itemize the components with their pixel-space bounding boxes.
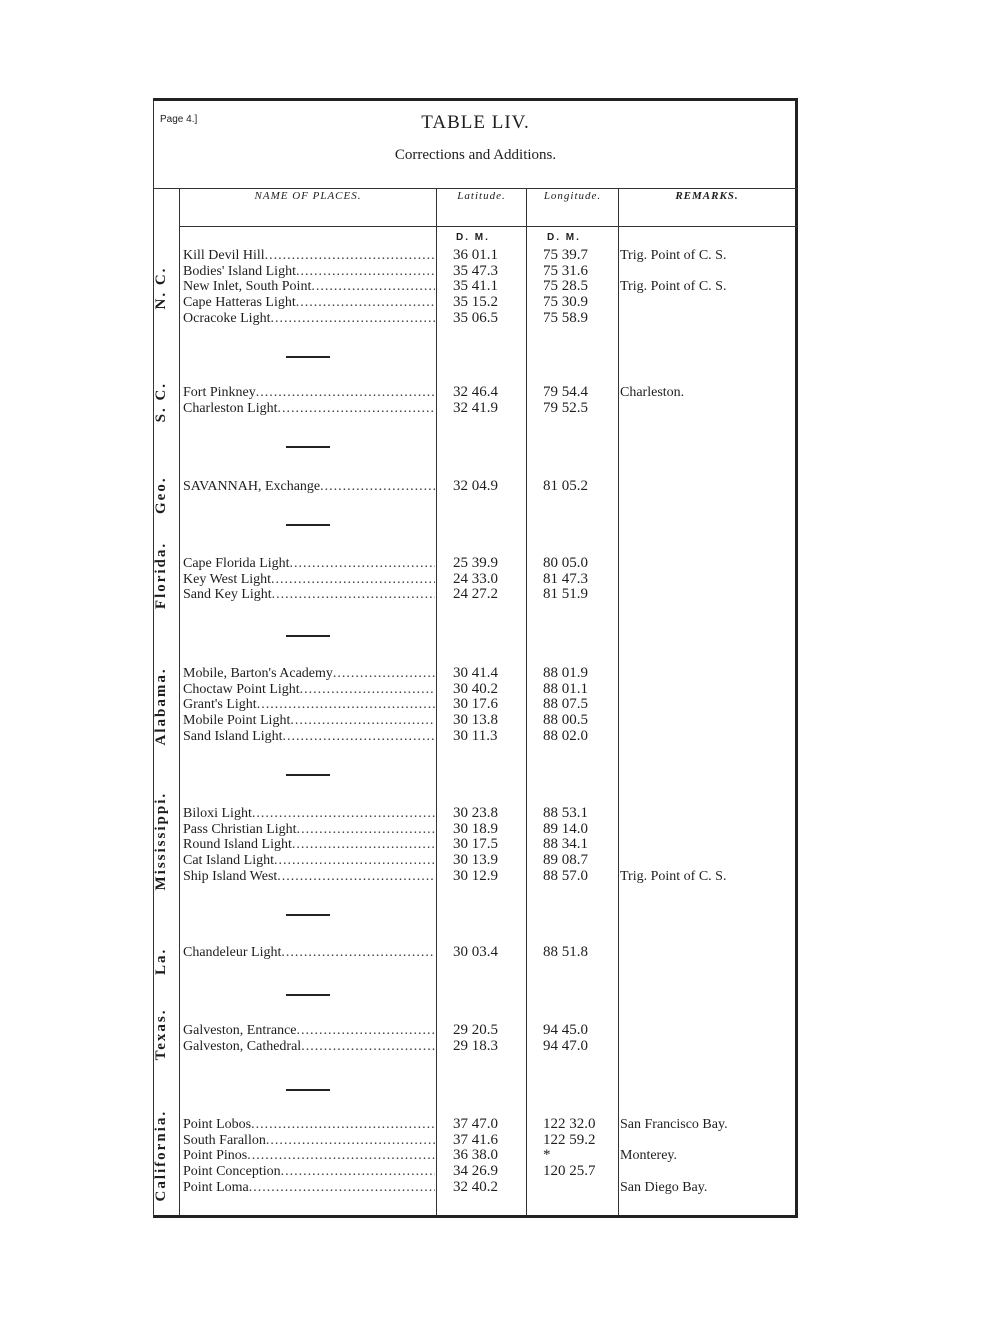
page-label: Page 4.] (160, 114, 198, 125)
state-label: California. (153, 1109, 169, 1202)
place-name: Pass Christian Light ..... (183, 822, 435, 838)
longitude-value: 79 52.5 (543, 399, 588, 416)
table-row (153, 556, 798, 572)
latitude-value: 30 18.9 (453, 820, 498, 837)
latitude-value: 30 17.5 (453, 836, 498, 853)
longitude-value: 122 32.0 (543, 1116, 596, 1132)
latitude-value: 36 01.1 (453, 247, 498, 263)
table-row (153, 385, 798, 401)
state-group (153, 666, 798, 744)
place-name: Charleston Light ..... (183, 401, 435, 417)
state-label: Geo. (153, 476, 169, 514)
latitude-value: 29 20.5 (453, 1022, 498, 1038)
table-row (153, 1180, 798, 1196)
place-name: Grant's Light ..... (183, 697, 435, 713)
longitude-value: 94 45.0 (543, 1022, 588, 1038)
latitude-value: 32 04.9 (453, 478, 498, 494)
place-name: Sand Key Light ..... (183, 587, 435, 603)
table-row (153, 587, 798, 603)
table-row (153, 822, 798, 838)
table-page (153, 98, 798, 1218)
place-name: Ocracoke Light ..... (183, 311, 435, 327)
state-group (153, 791, 798, 891)
longitude-value: 88 53.1 (543, 805, 588, 821)
latitude-value: 35 47.3 (453, 262, 498, 279)
longitude-value: 88 02.0 (543, 727, 588, 744)
latitude-value: 24 33.0 (453, 570, 498, 587)
group-separator (286, 914, 330, 916)
longitude-value: 122 59.2 (543, 1131, 596, 1148)
table-row (153, 279, 798, 295)
longitude-value: 88 00.5 (543, 712, 588, 729)
place-name: Ship Island West ..... (183, 869, 435, 885)
state-label: Florida. (153, 541, 169, 610)
latitude-value: 29 18.3 (453, 1037, 498, 1054)
place-name: Biloxi Light ..... (183, 806, 435, 822)
state-label: Texas. (153, 1008, 169, 1061)
remark-text: Charleston. (620, 385, 685, 400)
longitude-value: 75 31.6 (543, 262, 588, 279)
latitude-value: 37 47.0 (453, 1116, 498, 1132)
place-name: South Farallon ..... (183, 1133, 435, 1149)
longitude-value: 75 28.5 (543, 278, 588, 295)
place-name: Choctaw Point Light ..... (183, 682, 435, 698)
state-label: La. (153, 947, 169, 975)
table-row (153, 295, 798, 311)
latitude-value: 34 26.9 (453, 1163, 498, 1180)
state-group (153, 476, 798, 514)
header-rule (179, 226, 798, 227)
latitude-value: 37 41.6 (453, 1131, 498, 1148)
latitude-value: 32 40.2 (453, 1178, 498, 1195)
latitude-value: 30 40.2 (453, 680, 498, 697)
remark-text: Monterey. (620, 1148, 678, 1164)
table-row (153, 311, 798, 327)
latitude-value: 35 06.5 (453, 309, 498, 326)
table-row (153, 806, 798, 822)
state-group (153, 1008, 798, 1061)
table-row (153, 401, 798, 417)
group-separator (286, 446, 330, 448)
longitude-value: 75 58.9 (543, 309, 588, 326)
place-name: Point Loma ..... (183, 1180, 435, 1196)
place-name: Mobile, Barton's Academy ..... (183, 666, 435, 682)
group-separator (286, 1089, 330, 1091)
title-rule (153, 188, 798, 189)
latitude-value: 30 13.9 (453, 852, 498, 869)
header-name-of-places: NAME OF PLACES. (254, 190, 362, 202)
table-subtitle: Corrections and Additions. (394, 147, 557, 163)
longitude-value: 80 05.0 (543, 555, 588, 571)
place-name: Mobile Point Light ..... (183, 713, 435, 729)
latitude-value: 30 11.3 (453, 727, 498, 744)
latitude-value: 32 46.4 (453, 384, 498, 400)
longitude-unit: D. M. (547, 232, 581, 243)
place-name: Kill Devil Hill ..... (183, 248, 435, 264)
header-remarks: REMARKS. (675, 190, 739, 202)
table-row (153, 572, 798, 588)
latitude-value: 32 41.9 (453, 399, 498, 416)
latitude-value: 25 39.9 (453, 555, 498, 571)
longitude-value: 88 34.1 (543, 836, 588, 853)
longitude-value: 88 07.5 (543, 696, 588, 713)
state-label: S. C. (153, 381, 169, 422)
remark-text: Trig. Point of C. S. (620, 248, 727, 263)
place-name: Point Lobos ..... (183, 1117, 435, 1133)
place-name: Cape Hatteras Light ..... (183, 295, 435, 311)
latitude-value: 30 12.9 (453, 867, 498, 884)
latitude-unit: D. M. (456, 232, 490, 243)
remark-text: Trig. Point of C. S. (620, 279, 727, 295)
table-row (153, 853, 798, 869)
table-row (153, 1133, 798, 1149)
place-name: Cape Florida Light ..... (183, 556, 435, 572)
table-row (153, 479, 798, 495)
latitude-value: 35 15.2 (453, 294, 498, 311)
longitude-value: 94 47.0 (543, 1037, 588, 1054)
table-row (153, 248, 798, 264)
place-name: Key West Light ..... (183, 572, 435, 588)
header-latitude: Latitude. (457, 190, 506, 202)
place-name: Chandeleur Light ..... (183, 945, 435, 961)
state-group (153, 1109, 798, 1202)
state-group (153, 944, 798, 975)
table-row (153, 1039, 798, 1055)
place-name: Galveston, Cathedral ..... (183, 1039, 435, 1055)
latitude-value: 24 27.2 (453, 586, 498, 603)
state-label: Alabama. (153, 667, 169, 746)
place-name: Round Island Light ..... (183, 837, 435, 853)
group-separator (286, 356, 330, 358)
longitude-value: 75 30.9 (543, 294, 588, 311)
table-row (153, 666, 798, 682)
table-row (153, 729, 798, 745)
place-name: New Inlet, South Point ..... (183, 279, 435, 295)
state-label: N. C. (153, 266, 169, 310)
longitude-value: 88 01.1 (543, 680, 588, 697)
place-name: SAVANNAH, Exchange ..... (183, 479, 435, 495)
state-group (153, 541, 798, 610)
longitude-value: 88 51.8 (543, 944, 588, 960)
latitude-value: 30 41.4 (453, 665, 498, 681)
table-row (153, 697, 798, 713)
place-name: Fort Pinkney ..... (183, 385, 435, 401)
table-title: TABLE LIV. (421, 112, 530, 133)
table-row (153, 1148, 798, 1164)
table-row (153, 837, 798, 853)
longitude-value: 79 54.4 (543, 384, 588, 400)
latitude-value: 30 13.8 (453, 712, 498, 729)
longitude-value: 88 57.0 (543, 867, 588, 884)
latitude-value: 36 38.0 (453, 1147, 498, 1164)
longitude-value: 81 05.2 (543, 478, 588, 494)
table-row (153, 1164, 798, 1180)
state-label: Mississippi. (153, 791, 169, 891)
state-group (153, 248, 798, 326)
longitude-value: 88 01.9 (543, 665, 588, 681)
place-name: Bodies' Island Light ..... (183, 264, 435, 280)
latitude-value: 30 17.6 (453, 696, 498, 713)
table-row (153, 682, 798, 698)
group-separator (286, 774, 330, 776)
latitude-value: 30 23.8 (453, 805, 498, 821)
place-name: Galveston, Entrance ..... (183, 1023, 435, 1039)
table-row (153, 264, 798, 280)
place-name: Cat Island Light ..... (183, 853, 435, 869)
place-name: Point Conception ..... (183, 1164, 435, 1180)
table-row (153, 869, 798, 885)
longitude-value: * (543, 1147, 551, 1164)
longitude-value: 89 08.7 (543, 852, 588, 869)
table-row (153, 1117, 798, 1133)
remark-text: Trig. Point of C. S. (620, 868, 727, 884)
place-name: Point Pinos ..... (183, 1148, 435, 1164)
remark-text: San Diego Bay. (620, 1179, 708, 1195)
longitude-value: 81 47.3 (543, 570, 588, 587)
group-separator (286, 994, 330, 996)
longitude-value: 75 39.7 (543, 247, 588, 263)
place-name: Sand Island Light ..... (183, 729, 435, 745)
table-row (153, 1023, 798, 1039)
latitude-value: 30 03.4 (453, 944, 498, 960)
table-row (153, 713, 798, 729)
group-separator (286, 524, 330, 526)
header-longitude: Longitude. (543, 190, 602, 202)
longitude-value: 81 51.9 (543, 586, 588, 603)
table-row (153, 945, 798, 961)
remark-text: San Francisco Bay. (620, 1117, 728, 1132)
state-group (153, 381, 798, 422)
longitude-value: 120 25.7 (543, 1163, 596, 1180)
group-separator (286, 635, 330, 637)
latitude-value: 35 41.1 (453, 278, 498, 295)
longitude-value: 89 14.0 (543, 820, 588, 837)
